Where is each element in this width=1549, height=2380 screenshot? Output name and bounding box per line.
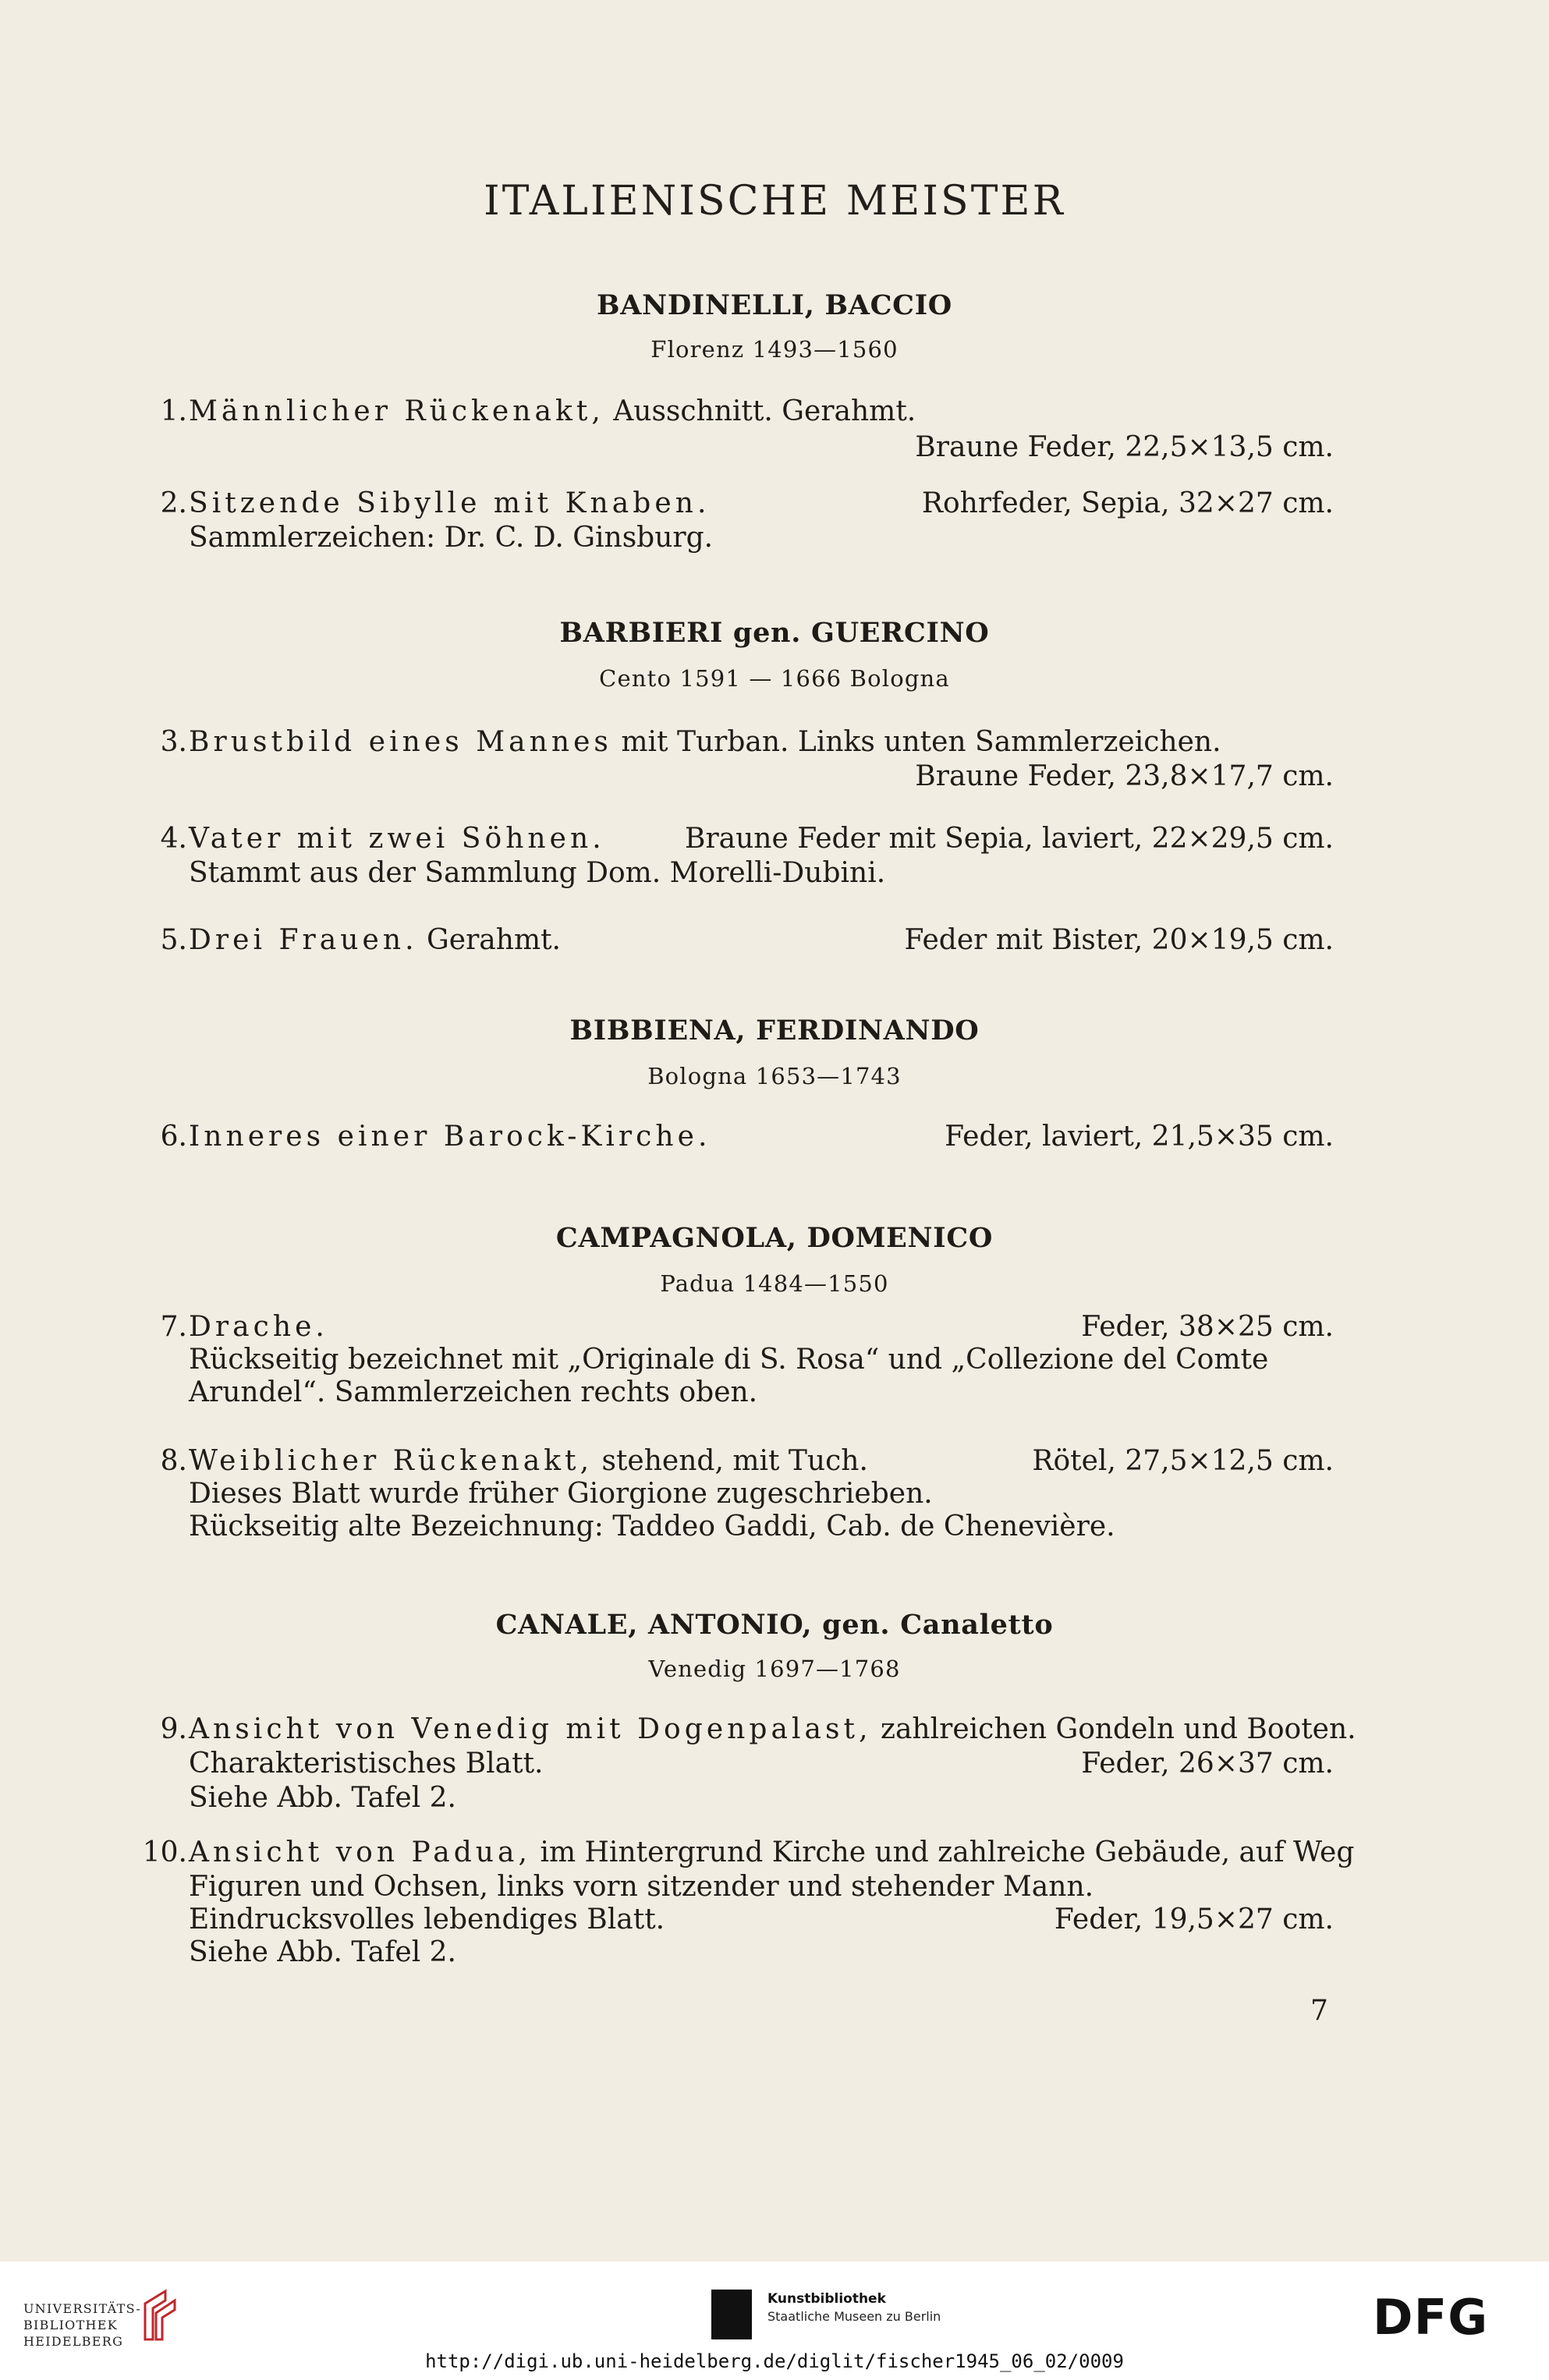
artist-heading: BIBBIENA, FERDINANDO xyxy=(569,1015,980,1047)
entry-title: Brustbild eines Mannes xyxy=(189,726,612,758)
entry-description: im Hintergrund Kirche und zahlreiche Gebäude, auf Weg xyxy=(531,1836,1355,1868)
entry-note: Siehe Abb. Tafel 2. xyxy=(189,1936,457,1968)
entry-number: 2. xyxy=(160,487,187,519)
artist-heading: CAMPAGNOLA, DOMENICO xyxy=(555,1222,994,1254)
entry-description: mit Turban. Links unten Sammlerzeichen. xyxy=(611,726,1221,758)
entry-medium: Feder, 19,5×27 cm. xyxy=(1054,1904,1334,1936)
artist-heading: CANALE, ANTONIO, gen. Canaletto xyxy=(495,1609,1054,1641)
entry-note: Sammlerzeichen: Dr. C. D. Ginsburg. xyxy=(189,522,714,554)
library-subtitle: Staatliche Museen zu Berlin xyxy=(767,2309,941,2324)
entry-title: Sitzende Sibylle mit Knaben. xyxy=(189,487,711,519)
entry-title: Ansicht von Venedig mit Dogenpalast, xyxy=(189,1713,872,1745)
artist-dates: Florenz 1493—1560 xyxy=(650,336,899,363)
entry-medium: Rohrfeder, Sepia, 32×27 cm. xyxy=(921,487,1334,519)
entry-number: 8. xyxy=(160,1445,187,1477)
entry-title-line xyxy=(189,1444,868,1479)
page-number: 7 xyxy=(1310,1995,1328,2027)
university-line: BIBLIOTHEK xyxy=(23,2318,118,2332)
entry-note: Rückseitig bezeichnet mit „Originale di S. Rosa“ und „Collezione del Comte xyxy=(189,1344,1269,1376)
footer-bar xyxy=(0,2261,1549,2380)
artist-heading: BANDINELLI, BACCIO xyxy=(597,289,952,321)
entry-medium: Feder mit Bister, 20×19,5 cm. xyxy=(904,924,1334,956)
entry-note: Rückseitig alte Bezeichnung: Taddeo Gaddi, Cab. de Chenevière. xyxy=(189,1511,1115,1542)
entry-medium: Braune Feder, 23,8×17,7 cm. xyxy=(915,760,1334,792)
entry-number: 10. xyxy=(142,1836,187,1868)
entry-number: 5. xyxy=(160,924,187,956)
entry-title: Weiblicher Rückenakt, xyxy=(189,1445,594,1477)
entry-medium: Rötel, 27,5×12,5 cm. xyxy=(1032,1445,1334,1477)
entry-title: Inneres einer Barock-Kirche. xyxy=(189,1121,711,1153)
entry-number: 1. xyxy=(160,395,187,427)
entry-medium: Feder, 38×25 cm. xyxy=(1081,1311,1334,1343)
dfg-logo: DFG xyxy=(1373,2289,1489,2346)
entry-note: Eindrucksvolles lebendiges Blatt. xyxy=(189,1904,665,1936)
university-library-text xyxy=(23,2300,141,2350)
entry-title: Vater mit zwei Söhnen. xyxy=(189,823,605,855)
entry-note: Stammt aus der Sammlung Dom. Morelli-Dubini. xyxy=(189,857,886,889)
entry-title: Männlicher Rückenakt, xyxy=(189,395,604,427)
entry-note: Charakteristisches Blatt. xyxy=(189,1748,544,1780)
university-line: HEIDELBERG xyxy=(23,2334,124,2349)
library-name: Kunstbibliothek xyxy=(767,2291,886,2307)
entry-title-line xyxy=(189,395,916,429)
entry-medium: Feder, laviert, 21,5×35 cm. xyxy=(945,1121,1334,1153)
entry-note: Dieses Blatt wurde früher Giorgione zugeschrieben. xyxy=(189,1478,933,1510)
artist-heading: BARBIERI gen. GUERCINO xyxy=(559,617,990,649)
entry-title-line xyxy=(189,923,561,958)
entry-description: Ausschnitt. Gerahmt. xyxy=(604,395,916,427)
university-line: UNIVERSITÄTS- xyxy=(23,2301,142,2316)
entry-title: Drache. xyxy=(189,1311,328,1343)
entry-medium: Braune Feder mit Sepia, laviert, 22×29,5 cm. xyxy=(684,823,1334,855)
entry-number: 3. xyxy=(160,726,187,758)
entry-medium: Braune Feder, 22,5×13,5 cm. xyxy=(915,431,1334,463)
entry-note: Figuren und Ochsen, links vorn sitzender und stehender Mann. xyxy=(189,1871,1094,1903)
source-url-link[interactable]: http://digi.ub.uni-heidelberg.de/diglit/fischer1945_06_02/0009 xyxy=(425,2350,1124,2372)
entry-number: 4. xyxy=(160,823,187,855)
entry-number: 6. xyxy=(160,1121,187,1153)
entry-description: zahlreichen Gondeln und Booten. xyxy=(871,1713,1356,1745)
university-logo-icon xyxy=(139,2286,186,2343)
entry-number: 7. xyxy=(160,1311,187,1343)
entry-number: 9. xyxy=(160,1713,187,1745)
entry-description: Gerahmt. xyxy=(417,924,562,956)
entry-title-line xyxy=(189,1712,1356,1747)
entry-note: Arundel“. Sammlerzeichen rechts oben. xyxy=(189,1376,758,1408)
artist-dates: Padua 1484—1550 xyxy=(660,1270,889,1297)
page-title: ITALIENISCHE MEISTER xyxy=(484,178,1065,225)
entry-title: Ansicht von Padua, xyxy=(189,1836,531,1868)
entry-title: Drei Frauen. xyxy=(189,924,418,956)
entry-medium: Feder, 26×37 cm. xyxy=(1081,1748,1334,1780)
entry-note: Siehe Abb. Tafel 2. xyxy=(189,1782,457,1814)
entry-title-line xyxy=(189,1836,1354,1870)
artist-dates: Venedig 1697—1768 xyxy=(648,1656,901,1682)
entry-description: stehend, mit Tuch. xyxy=(593,1445,868,1477)
artist-dates: Cento 1591 — 1666 Bologna xyxy=(599,665,950,692)
kunstbibliothek-logo-icon xyxy=(711,2290,752,2339)
entry-title-line xyxy=(189,725,1221,760)
artist-dates: Bologna 1653—1743 xyxy=(647,1063,902,1089)
